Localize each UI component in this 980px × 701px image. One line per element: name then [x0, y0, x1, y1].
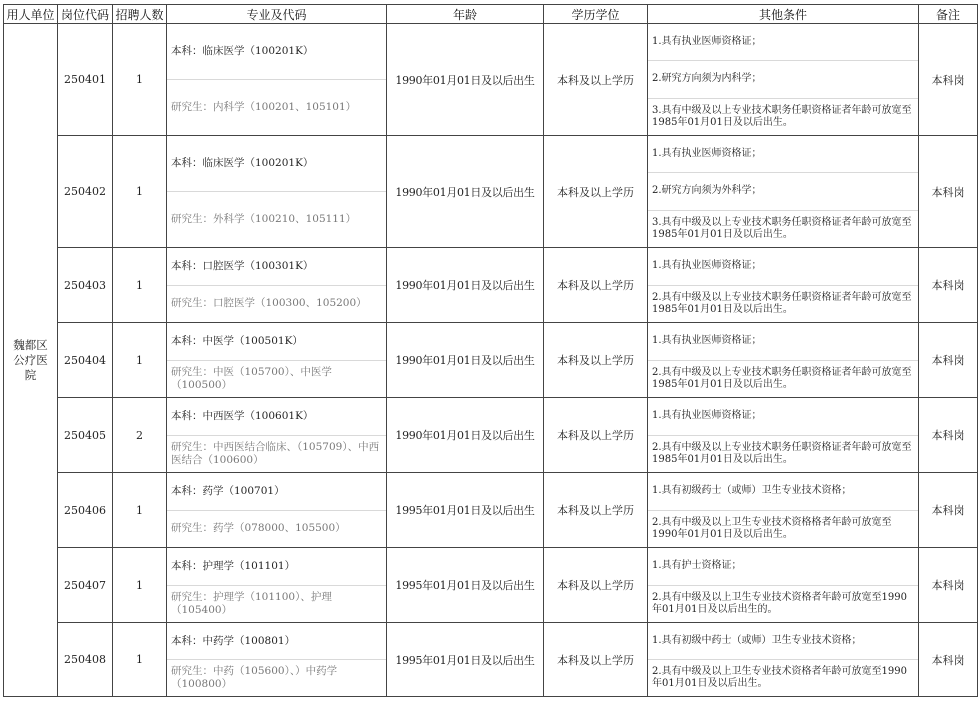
undergrad-major: 本科：临床医学（100201K） — [167, 24, 386, 80]
age-requirement-cell: 1995年01月01日及以后出生 — [387, 473, 544, 548]
table-row — [4, 136, 978, 248]
education-cell: 本科及以上学历 — [544, 136, 648, 248]
major-cell — [167, 24, 387, 136]
age-requirement-cell: 1995年01月01日及以后出生 — [387, 623, 544, 697]
condition-item: 1.具有执业医师资格证； — [648, 136, 918, 173]
table-row — [4, 623, 978, 697]
education-cell: 本科及以上学历 — [544, 398, 648, 473]
grad-major: 研究生：中药（105600）、）中药学（100800） — [171, 665, 338, 690]
header-row — [4, 5, 978, 24]
undergrad-major: 本科：中医学（100501K） — [167, 323, 386, 361]
condition-item: 1.具有执业医师资格证； — [648, 323, 918, 361]
table-row — [4, 323, 978, 398]
grad-major: 研究生：护理学（101100）、护理（105400） — [171, 590, 332, 616]
other-conditions-cell — [648, 623, 919, 697]
header-major: 专业及代码 — [167, 5, 387, 24]
recruit-count-cell: 1 — [113, 473, 167, 548]
recruitment-table — [3, 4, 978, 697]
undergrad-major: 本科：口腔医学（100301K） — [167, 248, 386, 286]
other-conditions-cell — [648, 548, 919, 623]
recruit-count-cell: 1 — [113, 136, 167, 248]
grad-major: 研究生：中医（105700）、中医学（100500） — [171, 365, 332, 391]
major-cell — [167, 623, 387, 697]
undergrad-major: 本科：中药学（100801） — [167, 623, 386, 660]
age-requirement-cell: 1995年01月01日及以后出生 — [387, 548, 544, 623]
other-conditions-cell — [648, 24, 919, 136]
education-cell: 本科及以上学历 — [544, 623, 648, 697]
condition-item: 2.具有中级及以上卫生专业技术资格者年龄可放宽至1990年01月01日及以后出生。 — [652, 666, 907, 689]
condition-item: 2.具有中级及以上专业技术职务任职资格证者年龄可放宽至1985年01月01日及以后出生。 — [652, 441, 912, 465]
condition-item: 3.具有中级及以上专业技术职务任职资格证者年龄可放宽至1985年01月01日及以后出生。 — [652, 104, 912, 128]
undergrad-major: 本科：中西医学（100601K） — [167, 398, 386, 436]
age-requirement-cell: 1990年01月01日及以后出生 — [387, 248, 544, 323]
recruit-count-cell: 1 — [113, 323, 167, 398]
condition-item: 2.具有中级及以上专业技术职务任职资格证者年龄可放宽至1985年01月01日及以后出生。 — [652, 366, 912, 390]
table-row — [4, 24, 978, 136]
education-cell: 本科及以上学历 — [544, 248, 648, 323]
position-code-cell: 250404 — [58, 323, 113, 398]
condition-item: 2.具有中级及以上专业技术职务任职资格证者年龄可放宽至1985年01月01日及以后出生。 — [652, 291, 912, 315]
condition-item: 1.具有初级药士（或师）卫生专业技术资格； — [648, 473, 918, 511]
age-requirement-cell: 1990年01月01日及以后出生 — [387, 136, 544, 248]
grad-major: 研究生：药学（078000、105500） — [171, 522, 346, 535]
header-count: 招聘人数 — [113, 5, 167, 24]
header-age: 年龄 — [387, 5, 544, 24]
grad-major: 研究生：口腔医学（100300、105200） — [171, 297, 367, 310]
major-cell — [167, 136, 387, 248]
table-row — [4, 473, 978, 548]
recruit-count-cell: 1 — [113, 24, 167, 136]
major-cell — [167, 248, 387, 323]
recruit-count-cell: 1 — [113, 248, 167, 323]
other-conditions-cell — [648, 473, 919, 548]
other-conditions-cell — [648, 136, 919, 248]
note-cell: 本科岗 — [919, 548, 978, 623]
undergrad-major: 本科：临床医学（100201K） — [167, 136, 386, 192]
condition-item: 1.具有执业医师资格证； — [648, 24, 918, 61]
grad-major: 研究生：外科学（100210、105111） — [171, 213, 357, 225]
major-cell — [167, 323, 387, 398]
other-conditions-cell — [648, 323, 919, 398]
header-unit: 用人单位 — [4, 5, 58, 24]
note-cell: 本科岗 — [919, 323, 978, 398]
position-code-cell: 250407 — [58, 548, 113, 623]
table-row — [4, 248, 978, 323]
condition-item: 1.具有执业医师资格证； — [648, 398, 918, 436]
grad-major: 研究生：中西医结合临床、（105709）、中西医结合（100600） — [171, 440, 380, 466]
position-code-cell: 250403 — [58, 248, 113, 323]
condition-item: 2.研究方向须为外科学； — [648, 173, 918, 210]
condition-item: 1.具有初级中药士（或师）卫生专业技术资格； — [648, 623, 918, 660]
header-other: 其他条件 — [648, 5, 919, 24]
major-cell — [167, 398, 387, 473]
table-row — [4, 548, 978, 623]
position-code-cell: 250406 — [58, 473, 113, 548]
major-cell — [167, 548, 387, 623]
position-code-cell: 250402 — [58, 136, 113, 248]
note-cell: 本科岗 — [919, 24, 978, 136]
education-cell: 本科及以上学历 — [544, 24, 648, 136]
age-requirement-cell: 1990年01月01日及以后出生 — [387, 323, 544, 398]
header-code: 岗位代码 — [58, 5, 113, 24]
other-conditions-cell — [648, 248, 919, 323]
position-code-cell: 250408 — [58, 623, 113, 697]
note-cell: 本科岗 — [919, 623, 978, 697]
condition-item: 2.研究方向须为内科学； — [648, 61, 918, 98]
position-code-cell: 250401 — [58, 24, 113, 136]
employer-unit-cell: 魏都区公疗医院 — [4, 24, 58, 697]
position-code-cell: 250405 — [58, 398, 113, 473]
condition-item: 3.具有中级及以上专业技术职务任职资格证者年龄可放宽至1985年01月01日及以后出生。 — [652, 216, 912, 240]
undergrad-major: 本科：护理学（101101） — [167, 548, 386, 586]
table-row — [4, 398, 978, 473]
condition-item: 1.具有护士资格证； — [648, 548, 918, 586]
education-cell: 本科及以上学历 — [544, 548, 648, 623]
major-cell — [167, 473, 387, 548]
grad-major: 研究生：内科学（100201、105101） — [171, 101, 357, 113]
condition-item: 2.具有中级及以上卫生专业技术资格格者年龄可放宽至1990年01月01日及以后出生。 — [652, 516, 892, 540]
education-cell: 本科及以上学历 — [544, 473, 648, 548]
header-education: 学历学位 — [544, 5, 648, 24]
header-note: 备注 — [919, 5, 978, 24]
note-cell: 本科岗 — [919, 473, 978, 548]
recruit-count-cell: 2 — [113, 398, 167, 473]
recruit-count-cell: 1 — [113, 548, 167, 623]
education-cell: 本科及以上学历 — [544, 323, 648, 398]
recruit-count-cell: 1 — [113, 623, 167, 697]
undergrad-major: 本科：药学（100701） — [167, 473, 386, 511]
other-conditions-cell — [648, 398, 919, 473]
age-requirement-cell: 1990年01月01日及以后出生 — [387, 398, 544, 473]
note-cell: 本科岗 — [919, 136, 978, 248]
condition-item: 2.具有中级及以上卫生专业技术资格者年龄可放宽至1990年01月01日及以后出生的。 — [652, 591, 907, 615]
age-requirement-cell: 1990年01月01日及以后出生 — [387, 24, 544, 136]
note-cell: 本科岗 — [919, 398, 978, 473]
note-cell: 本科岗 — [919, 248, 978, 323]
condition-item: 1.具有执业医师资格证； — [648, 248, 918, 286]
